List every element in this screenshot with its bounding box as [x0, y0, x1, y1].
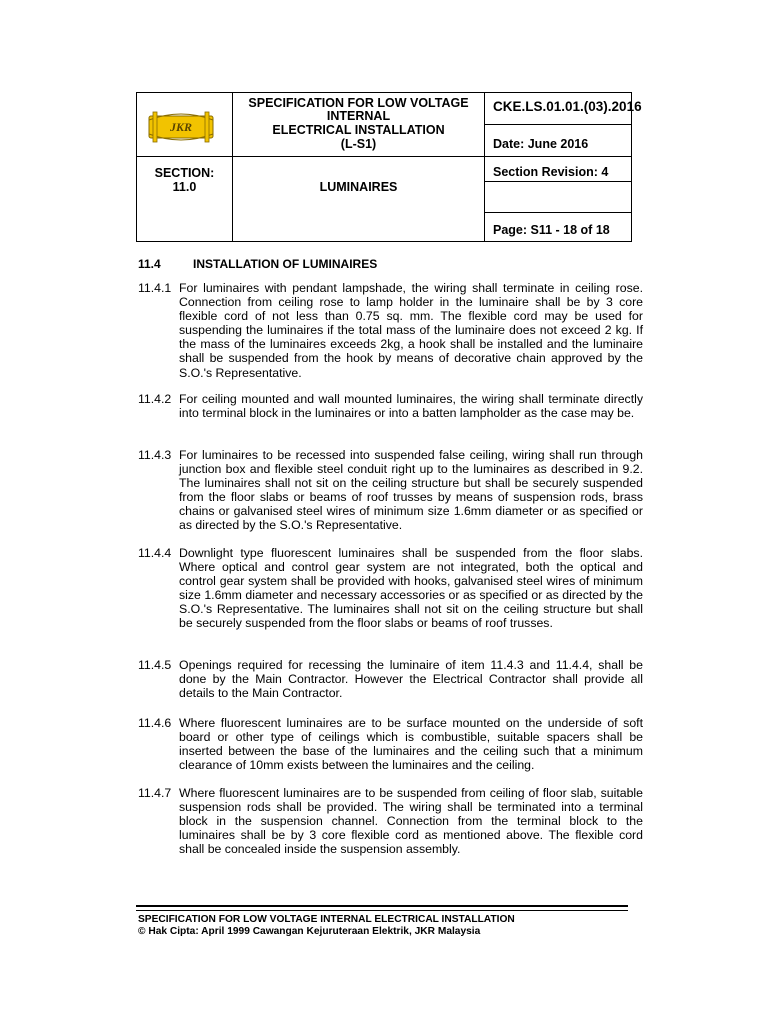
- document-date: Date: June 2016: [493, 137, 589, 151]
- section-heading-number: 11.4: [138, 257, 161, 271]
- clause-number: 11.4.7: [138, 786, 172, 800]
- svg-text:JKR: JKR: [169, 120, 193, 134]
- clause-text: Where fluorescent luminaires are to be surface mounted on the underside of soft board or other type of ceilings which is combustible, suitable spacers shall be inserted between the base of the luminaires and the ceiling such that a minimum clearance of 10mm exists between the luminaires and the ceiling.: [179, 716, 643, 773]
- clause-11-4-7: [138, 786, 643, 856]
- clause-text: Openings required for recessing the luminaire of item 11.4.3 and 11.4.4, shall be done by the Main Contractor. However the Electrical Contractor shall provide all details to the Main Contractor.: [179, 658, 643, 701]
- header-divider: [484, 124, 631, 125]
- spec-title-line: INTERNAL: [326, 109, 391, 123]
- clause-11-4-2: [138, 392, 643, 420]
- clause-number: 11.4.5: [138, 658, 172, 672]
- footer-title: SPECIFICATION FOR LOW VOLTAGE INTERNAL ELECTRICAL INSTALLATION: [138, 914, 515, 925]
- page-number: Page: S11 - 18 of 18: [493, 223, 610, 237]
- clause-number: 11.4.2: [138, 392, 172, 406]
- section-label: SECTION:: [154, 166, 215, 180]
- footer-copyright: © Hak Cipta: April 1999 Cawangan Kejuruteraan Elektrik, JKR Malaysia: [138, 926, 481, 937]
- clause-11-4-5: [138, 658, 643, 700]
- header-divider: [484, 181, 631, 182]
- spec-title-line: (L-S1): [340, 137, 377, 151]
- clause-text: Downlight type fluorescent luminaires shall be suspended from the floor slabs. Where optical and control gear system are not integrated, both the optical and control gear system shall be provided with hooks, galvanised steel wires of minimum size 1.6mm diameter and necessary accessories or as specified or as directed by the S.O.'s Representative. The luminaires shall not sit on the ceiling structure but shall be securely suspended from the floor slabs or beams of roof trusses.: [179, 546, 643, 631]
- jkr-logo: [147, 106, 215, 150]
- clause-text: Where fluorescent luminaires are to be suspended from ceiling of floor slab, suitable suspension rods shall be provided. The wiring shall be terminated into a terminal block in the suspension channel. Connection from the terminal block to the luminaires shall be by 3 core flexible cord as mentioned above. The flexible cord shall be concealed inside the suspension assembly.: [179, 786, 643, 857]
- clause-text: For luminaires to be recessed into suspended false ceiling, wiring shall run through junction box and flexible steel conduit right up to the luminaires as described in 9.2. The luminaires shall not sit on the ceiling structure but shall be securely suspended from the floor slabs or beams of roof trusses by means of suspension rods, brass chains or galvanised steel wires of minimum size 1.6mm diameter or as specified or as directed by the S.O.'s Representative.: [179, 448, 643, 533]
- clause-11-4-4: [138, 546, 643, 631]
- section-number: 11.0: [172, 180, 197, 194]
- footer-rule: [136, 905, 628, 907]
- section-heading: [138, 257, 377, 271]
- section-heading-title: INSTALLATION OF LUMINAIRES: [193, 257, 378, 271]
- clause-11-4-6: [138, 716, 643, 772]
- header-divider: [484, 93, 485, 241]
- header-divider: [137, 156, 631, 157]
- clause-number: 11.4.6: [138, 716, 172, 730]
- clause-number: 11.4.1: [138, 281, 172, 295]
- footer-rule: [136, 910, 628, 911]
- page-footer: [138, 914, 515, 938]
- clause-text: For luminaires with pendant lampshade, the wiring shall terminate in ceiling rose. Connection from ceiling rose to lamp holder in the luminaire shall be by 3 core flexible cord of not less than 0.75 sq. mm. The flexible cord may be used for suspending the luminaires if the total mass of the luminaire does not exceed 2 kg. If the mass of the luminaires exceeds 2kg, a hook shall be installed and the luminaire shall be suspended from the hook by means of decorative chain approved by the S.O.'s Representative.: [179, 281, 643, 380]
- section-name: LUMINAIRES: [319, 180, 398, 194]
- clause-11-4-1: [138, 281, 643, 380]
- section-revision: Section Revision: 4: [493, 165, 609, 179]
- document-code: CKE.LS.01.01.(03).2016: [493, 99, 642, 114]
- spec-title-line: ELECTRICAL INSTALLATION: [272, 123, 445, 137]
- header-divider: [484, 212, 631, 213]
- spec-title-line: SPECIFICATION FOR LOW VOLTAGE: [248, 96, 469, 110]
- clause-11-4-3: [138, 448, 643, 533]
- clause-number: 11.4.3: [138, 448, 172, 462]
- clause-number: 11.4.4: [138, 546, 172, 560]
- clause-text: For ceiling mounted and wall mounted luminaires, the wiring shall terminate directly into terminal block in the luminaires or into a batten lampholder as the case may be.: [179, 392, 643, 421]
